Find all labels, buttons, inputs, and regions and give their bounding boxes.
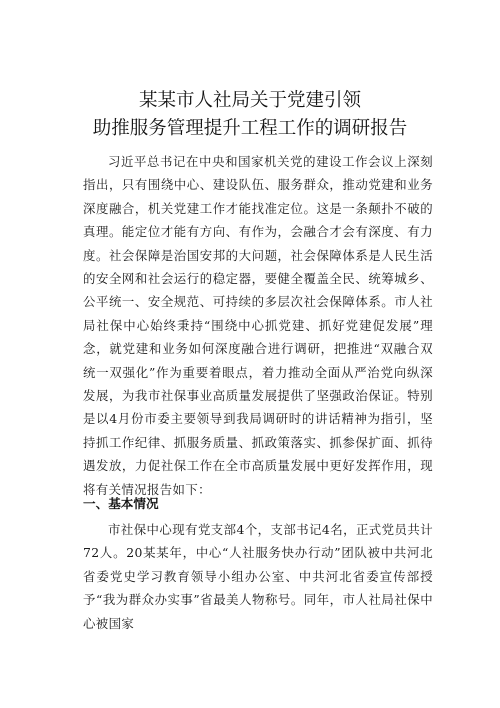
section-heading-basic-situation: 一、基本情况 (83, 496, 159, 511)
intro-paragraph: 习近平总书记在中央和国家机关党的建设工作会议上深刻指出，只有围绕中心、建设队伍、服务群众，推动党建和业务深度融合，机关党建工作才能找准定位。这是一条颠扑不破的真理。能定位才能有方向、有作为，会融合才会有深度、有力度。社会保障是治国安邦的大问题，社会保障体系是人民生活的安全网和社会运行的稳定器，要健全覆盖全民、统筹城乡、公平统一、安全规范、可持续的多层次社会保障体系。市人社局社保中心始终秉持“围绕中心抓党建、抓好党建促发展”理念，就党建和业务如何深度融合进行调研，把推进“双融合双统一双强化”作为重要着眼点，着力推动全面从严治党向纵深发展，为我市社保事业高质量发展提供了坚强政治保证。特别是以4月份市委主要领导到我局调研时的讲话精神为指引，坚持抓工作纪律、抓服务质量、抓政策落实、抓参保扩面、抓待遇发放，力促社保工作在全市高质量发展中更好发挥作用，现将有关情况报告如下： (83, 154, 433, 497)
document-title-line-1: 某某市人社局关于党建引领 (138, 90, 361, 111)
document-title-line-2: 助推服务管理提升工程工作的调研报告 (92, 118, 408, 139)
basic-situation-paragraph: 市社保中心现有党支部4个，支部书记4名，正式党员共计72人。20某某年，中心“人社服务快办行动”团队被中共河北省委党史学习教育领导小组办公室、中共河北省委宣传部授予“我为群众办实事”省最美人物称号。同年，市人社局社保中心被国家 (83, 522, 433, 631)
